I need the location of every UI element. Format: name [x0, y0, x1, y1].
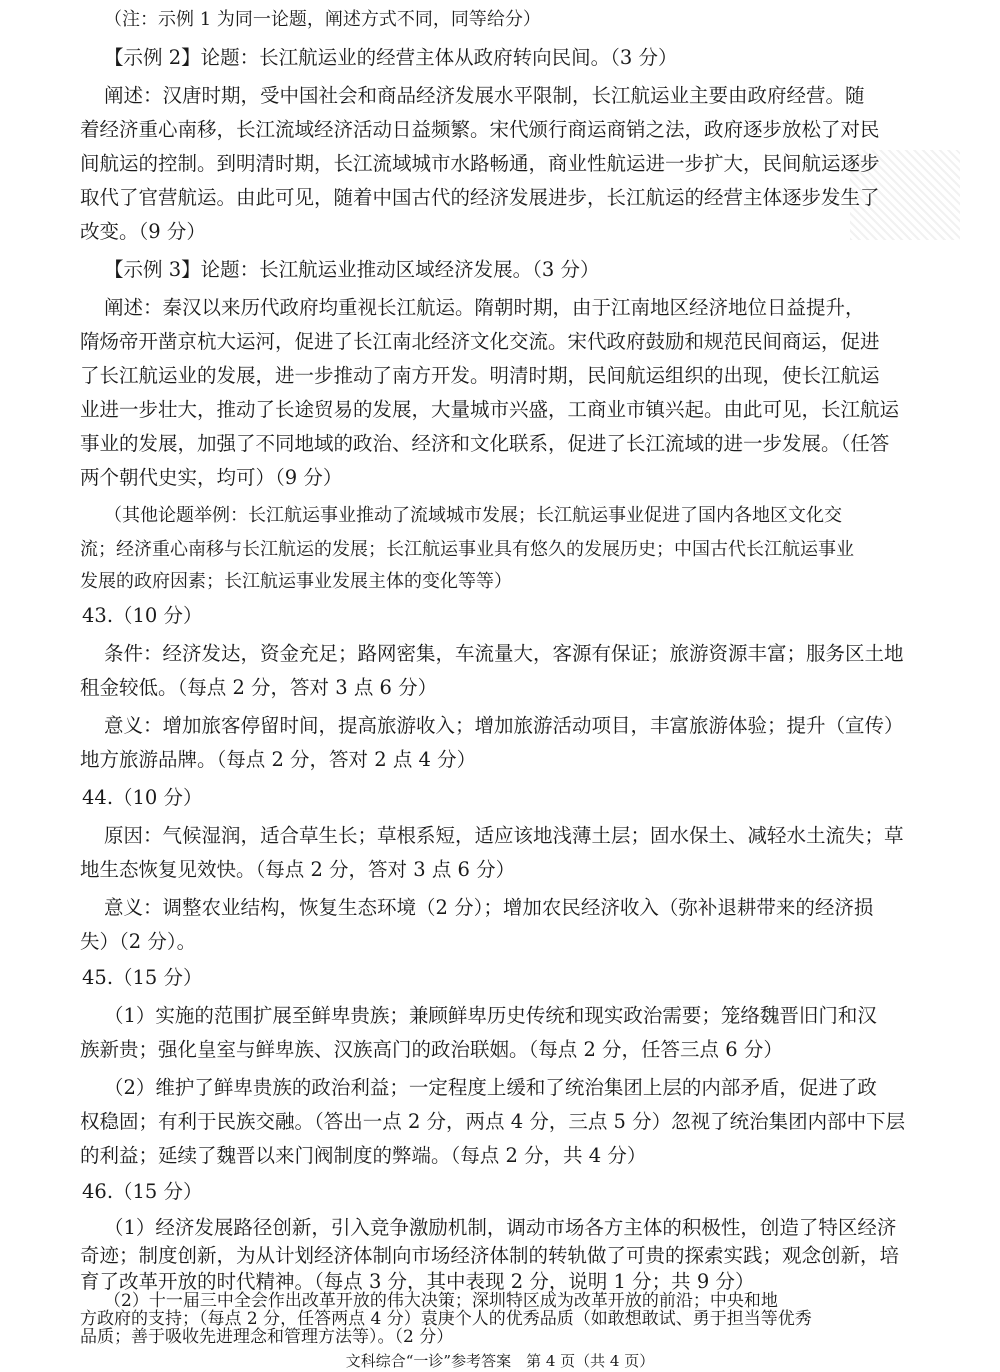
text-line: 奇迹；制度创新，为从计划经济体制向市场经济体制的转轨做了可贵的探索实践；观念创新，培 [80, 1244, 900, 1267]
text-line: 隋炀帝开凿京杭大运河，促进了长江南北经济文化交流。宋代政府鼓励和规范民间商运，促进 [80, 330, 880, 353]
text-line: 育了改革开放的时代精神。（每点 3 分，其中表现 2 分，说明 1 分；共 9 分） [80, 1270, 755, 1293]
text-line: 地方旅游品牌。（每点 2 分，答对 2 点 4 分） [80, 748, 477, 771]
text-line: 失）（2 分）。 [80, 930, 197, 953]
text-line: 品质；善于吸收先进理念和管理方法等）。（2 分） [80, 1327, 454, 1347]
note-line: （注：示例 1 为同一论题，阐述方式不同，同等给分） [104, 9, 541, 30]
text-line: 业进一步壮大，推动了长途贸易的发展，大量城市兴盛，工商业市镇兴起。由此可见，长江航运 [80, 398, 900, 421]
text-line: 阐述：秦汉以来历代政府均重视长江航运。隋朝时期，由于江南地区经济地位日益提升， [104, 296, 865, 319]
text-line: 意义：调整农业结构，恢复生态环境（2 分）；增加农民经济收入（弥补退耕带来的经济损 [104, 896, 874, 919]
question-45-heading: 45.（15 分） [82, 966, 203, 989]
text-line: 族新贵；强化皇室与鲜卑族、汉族高门的政治联姻。（每点 2 分，任答三点 6 分） [80, 1038, 783, 1061]
text-line: 方政府的支持；（每点 2 分，任答两点 4 分）袁庚个人的优秀品质（如敢想敢试、勇于担当等优秀 [80, 1309, 812, 1329]
text-line: 原因：气候湿润，适合草生长；草根系短，适应该地浅薄土层；固水保土、减轻水土流失；草 [104, 824, 904, 847]
other-topics-line: 流；经济重心南移与长江航运的发展；长江航运事业具有悠久的发展历史；中国古代长江航运事业 [80, 539, 854, 560]
text-line: 的利益；延续了魏晋以来门阀制度的弊端。（每点 2 分，共 4 分） [80, 1144, 647, 1167]
other-topics-line: 发展的政府因素；长江航运事业发展主体的变化等等） [80, 571, 512, 592]
text-line: 阐述：汉唐时期，受中国社会和商品经济发展水平限制，长江航运业主要由政府经营。随 [104, 84, 865, 107]
text-line: 间航运的控制。到明清时期，长江流域城市水路畅通，商业性航运进一步扩大，民间航运逐步 [80, 152, 880, 175]
text-line: 了长江航运业的发展，进一步推动了南方开发。明清时期，民间航运组织的出现，使长江航运 [80, 364, 880, 387]
text-line: 两个朝代史实，均可）（9 分） [80, 466, 343, 489]
text-line: 改变。（9 分） [80, 220, 206, 243]
text-line: （2）十一届三中全会作出改革开放的伟大决策；深圳特区成为改革开放的前沿；中央和地 [104, 1291, 778, 1311]
other-topics-line: （其他论题举例：长江航运事业推动了流域城市发展；长江航运事业促进了国内各地区文化交 [104, 505, 842, 526]
text-line: 权稳固；有利于民族交融。（答出一点 2 分，两点 4 分，三点 5 分）忽视了统治集团内部中下层 [80, 1110, 906, 1133]
text-line: 事业的发展，加强了不同地域的政治、经济和文化联系，促进了长江流域的进一步发展。（任答 [80, 432, 890, 455]
text-line: 地生态恢复见效快。（每点 2 分，答对 3 点 6 分） [80, 858, 516, 881]
example-2-title: 【示例 2】论题：长江航运业的经营主体从政府转向民间。（3 分） [104, 46, 678, 69]
example-3-title: 【示例 3】论题：长江航运业推动区域经济发展。（3 分） [104, 258, 600, 281]
question-46-heading: 46.（15 分） [82, 1180, 203, 1203]
text-line: （2）维护了鲜卑贵族的政治利益；一定程度上缓和了统治集团上层的内部矛盾，促进了政 [104, 1076, 877, 1099]
text-line: （1）经济发展路径创新，引入竞争激励机制，调动市场各方主体的积极性，创造了特区经济 [104, 1216, 897, 1239]
text-line: （1）实施的范围扩展至鲜卑贵族；兼顾鲜卑历史传统和现实政治需要；笼络魏晋旧门和汉 [104, 1004, 877, 1027]
text-line: 租金较低。（每点 2 分，答对 3 点 6 分） [80, 676, 438, 699]
text-line: 条件：经济发达，资金充足；路网密集，车流量大，客源有保证；旅游资源丰富；服务区土地 [104, 642, 904, 665]
question-44-heading: 44.（10 分） [82, 786, 203, 809]
text-line: 取代了官营航运。由此可见，随着中国古代的经济发展进步，长江航运的经营主体逐步发生了 [80, 186, 880, 209]
page-footer: 文科综合“一诊”参考答案 第 4 页（共 4 页） [345, 1352, 655, 1370]
text-line: 着经济重心南移，长江流域经济活动日益频繁。宋代颁行商运商销之法，政府逐步放松了对民 [80, 118, 880, 141]
text-line: 意义：增加旅客停留时间，提高旅游收入；增加旅游活动项目，丰富旅游体验；提升（宣传） [104, 714, 904, 737]
question-43-heading: 43.（10 分） [82, 604, 203, 627]
